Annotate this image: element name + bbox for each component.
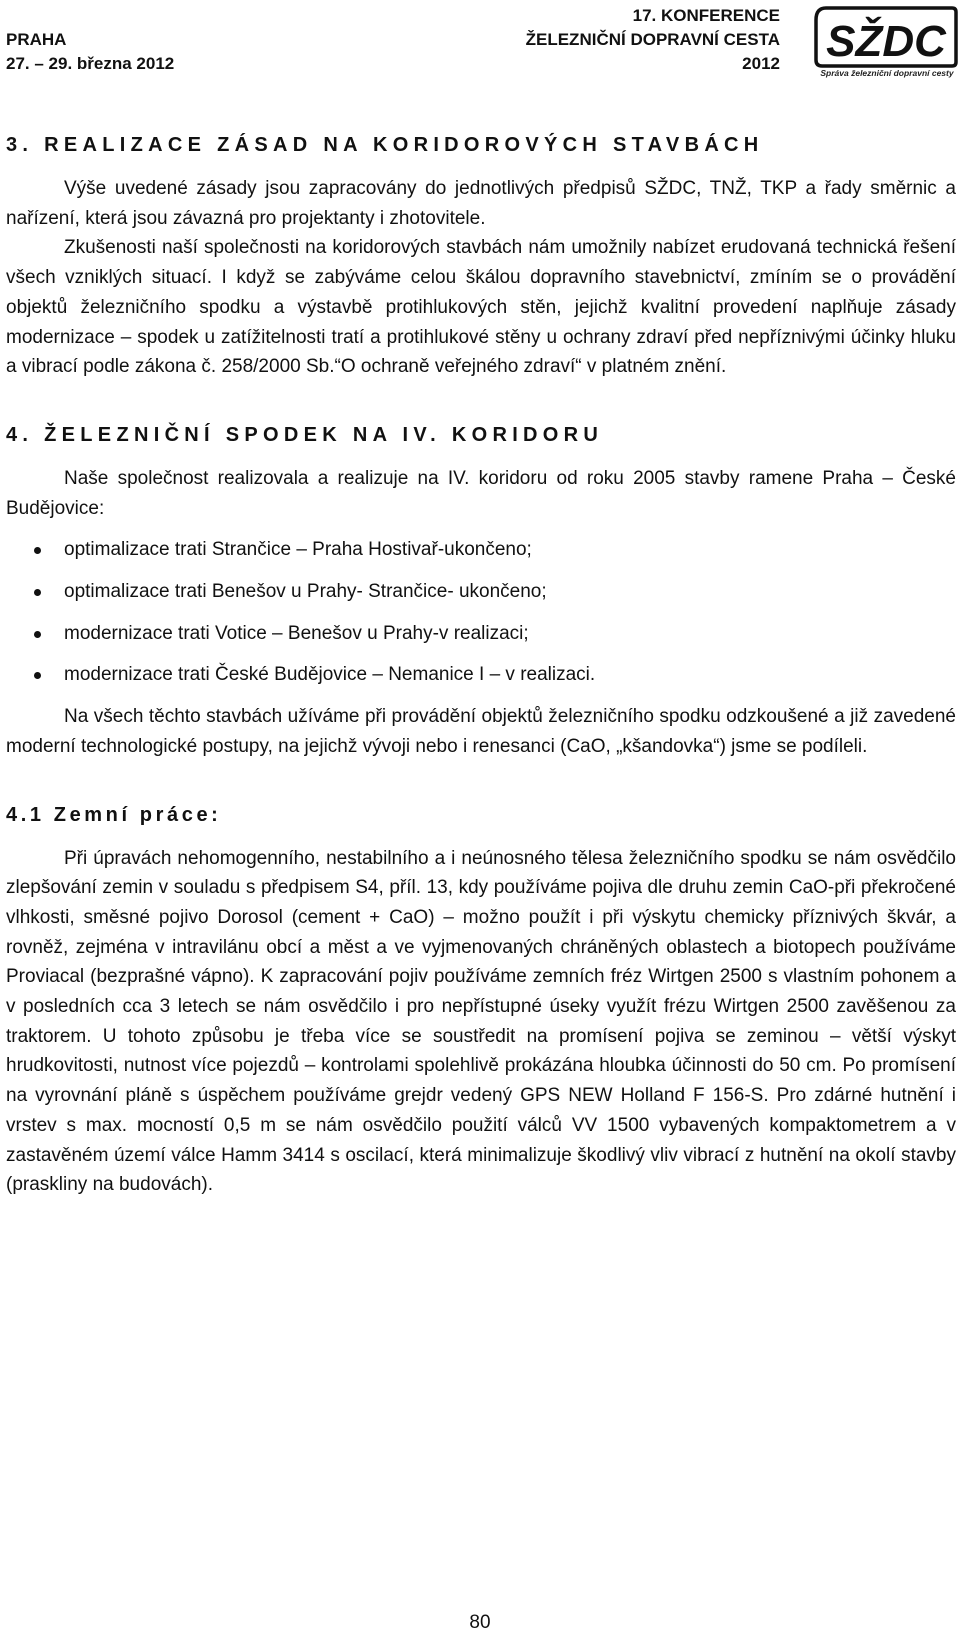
header-city: PRAHA	[6, 30, 67, 49]
page-number: 80	[469, 1612, 491, 1633]
list-item: modernizace trati Votice – Benešov u Prahy-v realizaci;	[6, 619, 956, 649]
page-header	[0, 0, 960, 90]
section-3-heading: 3. REALIZACE ZÁSAD NA KORIDOROVÝCH STAVBÁCH	[6, 134, 764, 156]
list-item: optimalizace trati Strančice – Praha Hostivař-ukončeno;	[6, 535, 956, 565]
section-4-intro: Naše společnost realizovala a realizuje na IV. koridoru od roku 2005 stavby ramene Praha – České Budějovice:	[6, 467, 956, 519]
header-conf-year: 2012	[742, 54, 780, 73]
list-item: modernizace trati České Budějovice – Nemanice I – v realizaci.	[6, 660, 956, 690]
bullet-icon	[34, 589, 41, 596]
logo-text: SŽDC	[826, 17, 946, 66]
section-4-1-paragraph: Při úpravách nehomogenního, nestabilního a i neúnosného tělesa železničního spodku se nám osvědčilo zlepšování zemin v souladu s předpisem S4, příl. 13, kdy používáme pojiva dle druhu zemin CaO-při překročené vlhkosti, směsné pojivo Dorosol (cement + CaO) – možno použít i při výskytu chemicky příznivých škvár, a rovněž, zejména v intravilánu obcí a měst a ve vyjmenovaných chráněných oblastech a biotopech používáme Proviacal (bezprašné vápno). K zapracování pojiv používáme zemních fréz Wirtgen 2500 s vlastním pohonem a v posledních cca 3 letech se nám osvědčilo i pro nepřístupné úseky využít frézu Wirtgen 2500 zavěšenou za traktorem. U tohoto způsobu je třeba více se soustředit na promísení pojiva se zeminou – větší výskyt hrudkovitosti, nutnost více pojezdů – kontrolami spolehlivě prokázána hloubka účinnosti do 50 cm. Po promísení na vyrovnání pláně s úspěchem používáme grejdr vedený GPS NEW Holland F 156-S. Pro zdárné hutnění i vrstev s max. mocností 0,5 m se nám osvědčilo použití válců VV 1500 vybavených kompaktometrem a v zastavěném území válce Hamm 3414 s oscilací, která minimalizuje škodlivý vliv vibrací z hutnění na okolí stavby (praskliny na budovách).	[6, 847, 956, 1196]
section-4-paragraph: Na všech těchto stavbách užíváme při provádění objektů železničního spodku odzkoušené a již zavedené moderní technologické postupy, na jejichž vývoji nebo i renesanci (CaO, „kšandovka“) jsme se podíleli.	[6, 706, 956, 757]
section-4-heading: 4. ŽELEZNIČNÍ SPODEK NA IV. KORIDORU	[6, 423, 604, 446]
header-event-info	[6, 28, 174, 76]
section-3-paragraph-1: Výše uvedené zásady jsou zapracovány do jednotlivých předpisů SŽDC, TNŽ, TKP a řady směrnic a nařízení, která jsou závazná pro projektanty i zhotovitele.	[6, 178, 956, 229]
document-body	[6, 128, 956, 1200]
bullet-icon	[34, 547, 41, 554]
list-item: optimalizace trati Benešov u Prahy- Strančice- ukončeno;	[6, 577, 956, 607]
header-conference	[526, 4, 780, 76]
section-4-1-heading: 4.1 Zemní práce:	[6, 803, 222, 826]
logo-subtitle: Správa železniční dopravní cesty	[820, 68, 954, 78]
header-dates: 27. – 29. března 2012	[6, 54, 175, 73]
section-4-bullet-list	[6, 535, 956, 690]
header-conf-name: ŽELEZNIČNÍ DOPRAVNÍ CESTA	[525, 30, 780, 49]
bullet-icon	[34, 672, 41, 679]
section-3-paragraph-2: Zkušenosti naší společnosti na koridorových stavbách nám umožnily nabízet erudovaná technická řešení všech vzniklých situací. I když se zabýváme celou škálou dopravního stavebnictví, zmíním se o provádění objektů železničního spodku a výstavbě protihlukových stěn, jejichž kvalitní provedení naplňuje zásady modernizace – spodek u zatížitelnosti tratí a protihlukové stěny u ochrany zdraví před nepříznivými účinky hluku a vibrací podle zákona č. 258/2000 Sb.“O ochraně veřejného zdraví“ v platném znění.	[6, 237, 956, 378]
header-conf-number: 17. KONFERENCE	[632, 6, 780, 25]
bullet-icon	[34, 631, 41, 638]
